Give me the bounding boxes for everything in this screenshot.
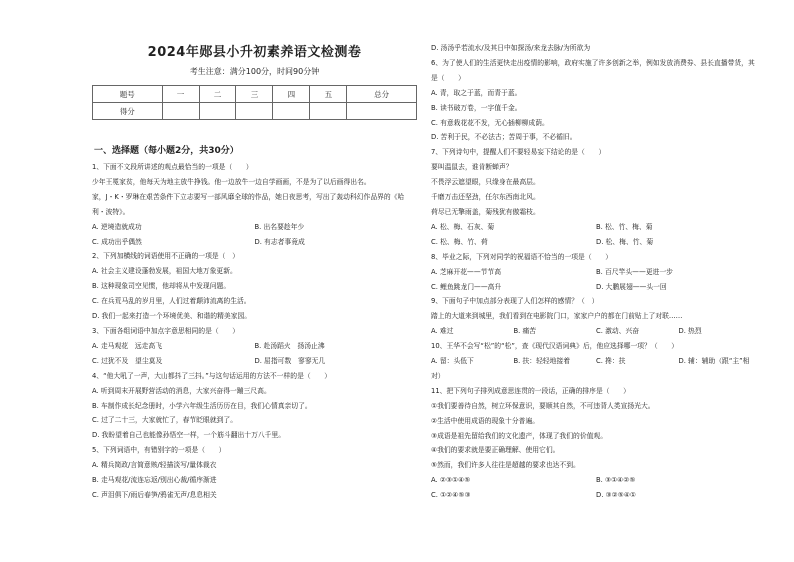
option: A. 青，取之于蓝，而青于蓝。 — [431, 88, 522, 97]
question-1-options — [92, 235, 417, 250]
poem-line: 荷尽已无擎雨盖，菊残犹有傲霜枝。 — [431, 207, 540, 216]
option: D. 有志者事竟成 — [254, 237, 305, 246]
question-3: 3、下面各组词语中加点字意思相同的是（ ） — [92, 326, 240, 335]
score-cell — [347, 103, 417, 120]
question-4: 4、“他大吼了一声，大山都抖了三抖。”与这句话运用的方法不一样的是（ ） — [92, 371, 332, 380]
score-cell — [310, 103, 347, 120]
score-header-cell: 五 — [310, 86, 347, 103]
score-header-cell: 题号 — [93, 86, 163, 103]
option: A. ②③①④⑤ — [431, 476, 471, 485]
option: A. 社会主义建设蓬勃发展，祖国大地万象更新。 — [92, 267, 237, 276]
option: C. ①②④⑤③ — [431, 491, 471, 500]
score-cell — [199, 103, 236, 120]
option: B. ③①④②⑤ — [596, 476, 636, 485]
question-1-passage: 利・波特》。 — [92, 207, 130, 216]
sentence: ②生活中使用成语的现象十分普遍。 — [431, 416, 540, 425]
option: D. 大鹏展翅——头一回 — [596, 282, 667, 291]
option: D. ③②⑤④① — [596, 491, 637, 500]
question-5: 5、下列词语中，有错别字的一项是（ ） — [92, 446, 226, 455]
score-cell — [236, 103, 273, 120]
poem-line: 要叫温鼠去，谁肯断蝉声？ — [431, 163, 513, 172]
option: A. 留：头低下 — [431, 357, 474, 366]
option: A. 松、梅、石灰、菊 — [431, 222, 495, 231]
question-8-options — [431, 280, 761, 295]
option: D. 松、梅、竹、菊 — [596, 237, 654, 246]
poem-line: 不畏浮云遮望眼，只缘身在最高层。 — [431, 178, 540, 187]
sentence: ③成语是祖先留给我们的文化遗产，体现了我们的价值观。 — [431, 431, 608, 440]
option: C. 成功出乎偶然 — [92, 237, 142, 246]
option: A. 听到周末开展野营活动的消息，大家兴奋得一蹦三尺高。 — [92, 386, 271, 395]
score-table-score-row — [93, 103, 417, 120]
question-3-options — [92, 339, 417, 354]
question-1: 1、下面不文段所讲述的观点最恰当的一项是（ ） — [92, 163, 253, 171]
option: B. 赴汤蹈火 扬汤止沸 — [254, 341, 325, 350]
sentence: ④我们的要求就是要正确理解、使用它们。 — [431, 446, 560, 455]
option: A. 精兵简政/言简意赅/轻描淡写/量体裁衣 — [92, 461, 217, 470]
sentence: ①我们要善待自然，树立环保意识，要顺其自然，不可违背人类宣扬光大。 — [431, 401, 655, 410]
option: B. 车制作成长纪念册时，小学六年级生活历历在目，我们心情真亲切了。 — [92, 401, 312, 410]
option: D. 汤汤乎若流水/及其日中如探汤/来龙去脉/为所欲为 — [431, 44, 591, 52]
left-column — [92, 0, 417, 562]
question-3-options — [92, 354, 417, 369]
question-11-options — [431, 488, 761, 503]
option: B. 这种现象司空见惯，他却将从中发现问题。 — [92, 282, 231, 291]
question-10-option-cont: 对） — [431, 371, 445, 380]
option: A. 芝麻开花——节节高 — [431, 267, 502, 276]
score-header-cell: 三 — [236, 86, 273, 103]
option: C. 声泪俱下/雨后春笋/鸦雀无声/息息相关 — [92, 490, 217, 499]
question-6-cont: 是（ ） — [431, 73, 465, 82]
exam-notice: 考生注意：满分100分，时间90分钟 — [189, 67, 320, 76]
option: B. 松、竹、梅、菊 — [596, 222, 653, 231]
option: B. 读书破万卷，一字值千金。 — [431, 103, 522, 112]
option: C. 激动、兴奋 — [596, 327, 640, 336]
question-2: 2、下列加横线的词语使用不正确的一项是（ ） — [92, 252, 240, 261]
question-11-options — [431, 473, 761, 488]
question-7: 7、下列诗句中，提醒人们不要轻易妄下结论的是（ ） — [431, 148, 606, 157]
score-table-header-row — [93, 86, 417, 103]
question-8-options — [431, 265, 761, 280]
question-7-options — [431, 235, 761, 250]
option: C. 鲤鱼跳龙门——高升 — [431, 282, 502, 291]
option: D. 辅：辅助（跟“主”相 — [678, 357, 750, 366]
score-cell — [162, 103, 199, 120]
question-1-passage: 家，J・K・罗琳在艰苦条件下立志要写一部风靡全球的作品，她日夜思考，写出了轰动科幻作品界的《哈 — [92, 192, 405, 201]
option: C. 过犹不及 望尘莫及 — [92, 356, 163, 365]
option: D. 我盼望着自己也能像孙悟空一样，一个筋斗翻出十万八千里。 — [92, 431, 286, 440]
option: D. 我们一起来打造一个环境优美、和谐的精美家园。 — [92, 312, 252, 321]
option: B. 痛苦 — [513, 327, 537, 336]
score-header-cell: 总分 — [347, 86, 417, 103]
question-1-options — [92, 220, 417, 235]
option: D. 屈指可数 寥寥无几 — [254, 356, 326, 365]
option: C. 过了二十三，大家就忙了，春节眨眼就到了。 — [92, 416, 238, 425]
option: A. 难过 — [431, 327, 454, 336]
option: B. 扶：轻轻地接着 — [513, 357, 571, 366]
question-6: 6、为了使人们的生活更快走出疫情的影响，政府实施了许多创新之举，例如发放消费券、县长直播带货，其 — [431, 58, 755, 67]
exam-title: 2024年郧县小升初素养语文检测卷 — [147, 45, 362, 60]
question-10: 10、王华不会写“松”的“松”，查《现代汉语词典》后，他应选择哪一项？（ ） — [431, 342, 679, 351]
section-title: 一、选择题（每小题2分，共30分） — [94, 146, 239, 156]
score-cell — [273, 103, 310, 120]
score-row-label: 得分 — [93, 103, 163, 120]
score-table — [92, 85, 417, 120]
question-9: 9、下面句子中加点部分表现了人们怎样的感情？（ ） — [431, 297, 599, 306]
option: C. 有意栽花花不发，无心插柳柳成荫。 — [431, 118, 549, 127]
option: B. 走马观花/流连忘返/别出心裁/循序渐进 — [92, 476, 217, 485]
right-column — [431, 0, 761, 562]
question-9-options — [431, 324, 761, 339]
score-header-cell: 二 — [199, 86, 236, 103]
option: C. 松、梅、竹、荷 — [431, 237, 488, 246]
option: B. 百尺竿头——更进一步 — [596, 267, 673, 276]
question-10-options — [431, 354, 761, 369]
option: D. 苦利于民，不必法古；苦周于事，不必循旧。 — [431, 133, 577, 142]
score-header-cell: 一 — [162, 86, 199, 103]
sentence: ⑤然而，我们许多人往往是超越的要求也达不到。 — [431, 461, 580, 470]
option: A. 走马观花 远走高飞 — [92, 341, 163, 350]
option: C. 搀：扶 — [596, 357, 626, 366]
question-9-text: 踏上的大道来到城里，我们看到在电影院门口，家家户户的都在门前贴上了对联…… — [431, 312, 683, 321]
option: C. 在兵荒马乱的岁月里，人们过着颠沛流离的生活。 — [92, 297, 251, 306]
question-11: 11、把下列句子排列成意思连贯的一段话，正确的排序是（ ） — [431, 386, 630, 395]
option: A. 逆境造就成功 — [92, 222, 142, 231]
question-1-passage: 少年王冕家贫，他每天为地主放牛挣钱。他一边放牛一边自学画画，不是为了以后画得出名。 — [92, 177, 371, 186]
score-header-cell: 四 — [273, 86, 310, 103]
option: D. 热烈 — [678, 327, 702, 336]
option: B. 出名要趁年少 — [254, 222, 305, 231]
poem-line: 千磨万击还坚劲，任尔东西南北风。 — [431, 193, 540, 202]
question-7-options — [431, 220, 761, 235]
question-8: 8、毕业之际，下列对同学的祝福语不恰当的一项是（ ） — [431, 252, 613, 261]
